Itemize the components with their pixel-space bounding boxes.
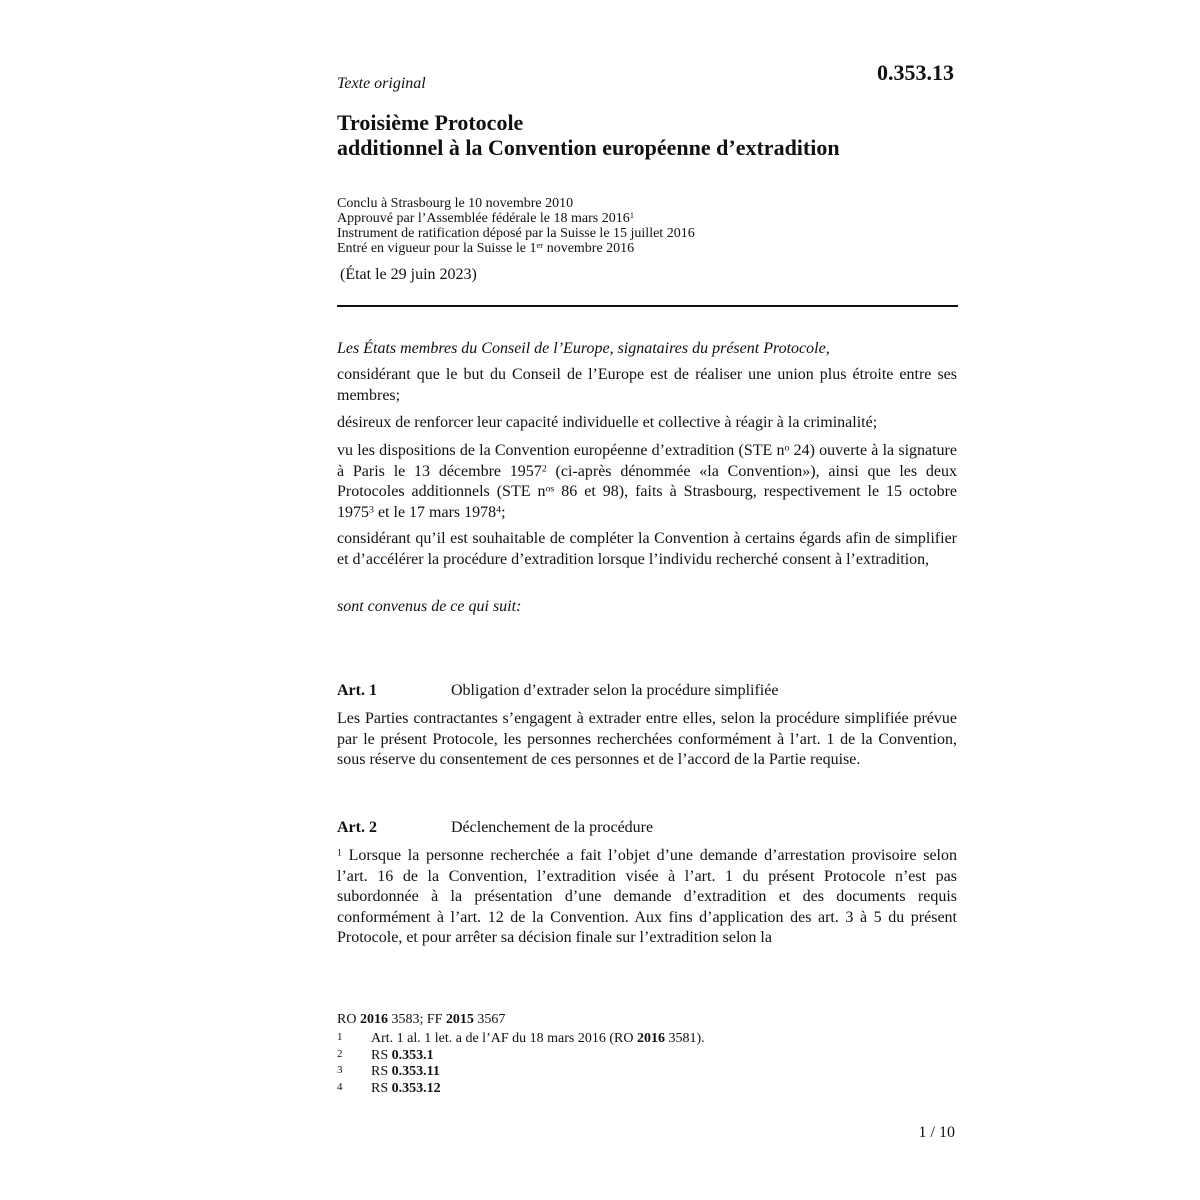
article-2-text: $^1$ Lorsque la personne recherchée a fait l’objet d’une demande d’arrestation provisoire selon l’art. 16 de la Convention, l’extradition visée à l’art. 1 du présent Protocole n’est pas subordonnée à la présentation d’une demande d’extradition et des documents requis conformément à l’art. 12 de la Convention. Aux fins d’application des art. 3 à 5 du présent Protocole, et pour arrêter sa décision finale sur l’extradition selon la [337, 847, 957, 946]
footnote-1: 1 Art. 1 al. 1 let. a de l’AF du 18 mars 2016 (RO 2016 3581). [337, 1031, 705, 1046]
meta-block [337, 196, 957, 256]
source-reference: RO 2016 3583; FF 2015 3567 [337, 1012, 506, 1027]
preamble-intro: Les États membres du Conseil de l’Europe, signataires du présent Protocole, [337, 340, 830, 357]
document-title [337, 110, 957, 160]
footnote-ref-2[interactable]: 2 [541, 463, 547, 475]
article-1-heading [337, 681, 957, 701]
header-divider [337, 305, 958, 307]
footnote-ref-3[interactable]: 3 [369, 504, 374, 516]
preamble-para-3: vu les dispositions de la Convention européenne d’extradition (STE $n^o$ 24) ouverte à la signature à Paris le 13 décembre 1957$^2$ (ci-après dénommée «la Convention»), ainsi que les deux Protocoles additionnels (STE $n^{os}$ 86 et 98), faits à Strasbourg, respectivement le 15 octobre 1975$^3$ et le 17 mars 1978$^4$; [337, 442, 958, 521]
preamble-para-1: considérant que le but du Conseil de l’Europe est de réaliser une union plus étroite entre ses membres; [337, 366, 957, 404]
footnote-3: 3 RS 0.353.11 [337, 1064, 440, 1079]
article-1-text: Les Parties contractantes s’engagent à extrader entre elles, selon la procédure simplifiée prévue par le présent Protocole, les personnes recherchées conformément à l’art. 1 de la Convention, sous réserve du consentement de ces personnes et de l’accord de la Partie requise. [337, 710, 957, 768]
article-1-number: Art. 1 [337, 682, 377, 699]
page-number: 1 / 10 [918, 1124, 955, 1141]
article-2-number: Art. 2 [337, 819, 377, 836]
footnote-4: 4 RS 0.353.12 [337, 1080, 441, 1096]
article-1-title: Obligation d’extrader selon la procédure simplifiée [451, 682, 779, 699]
article-2-heading [337, 818, 957, 838]
title-line-1: Troisième Protocole [337, 110, 524, 135]
footnote-ref-1[interactable]: 1 [629, 210, 635, 221]
preamble-para-2: désireux de renforcer leur capacité individuelle et collective à réagir à la criminalité; [337, 414, 878, 431]
preamble-closing: sont convenus de ce qui suit: [337, 598, 522, 615]
meta-entry-into-force: Entré en vigueur pour la Suisse le 1er novembre 2016 [337, 240, 635, 256]
rs-number: 0.353.13 [877, 60, 954, 85]
footnote-list [337, 1031, 957, 1097]
meta-ratification: Instrument de ratification déposé par la Suisse le 15 juillet 2016 [337, 226, 695, 241]
footnote-2: 2 RS 0.353.1 [337, 1047, 434, 1063]
paragraph-number: 1 [337, 847, 342, 859]
original-text-label: Texte original [337, 75, 426, 92]
preamble-para-4: considérant qu’il est souhaitable de compléter la Convention à certains égards afin de simplifier et d’accélérer la procédure d’extradition lorsque l’individu recherché consent à l’extradition, [337, 530, 957, 568]
state-date: (État le 29 juin 2023) [340, 266, 477, 283]
meta-approved: Approuvé par l’Assemblée fédérale le 18 mars 2016$^1$ [337, 210, 635, 226]
footnote-ref-4[interactable]: 4 [496, 504, 502, 516]
title-line-2: additionnel à la Convention européenne d’extradition [337, 135, 840, 160]
article-2-title: Déclenchement de la procédure [451, 819, 654, 836]
meta-concluded: Conclu à Strasbourg le 10 novembre 2010 [337, 196, 574, 211]
